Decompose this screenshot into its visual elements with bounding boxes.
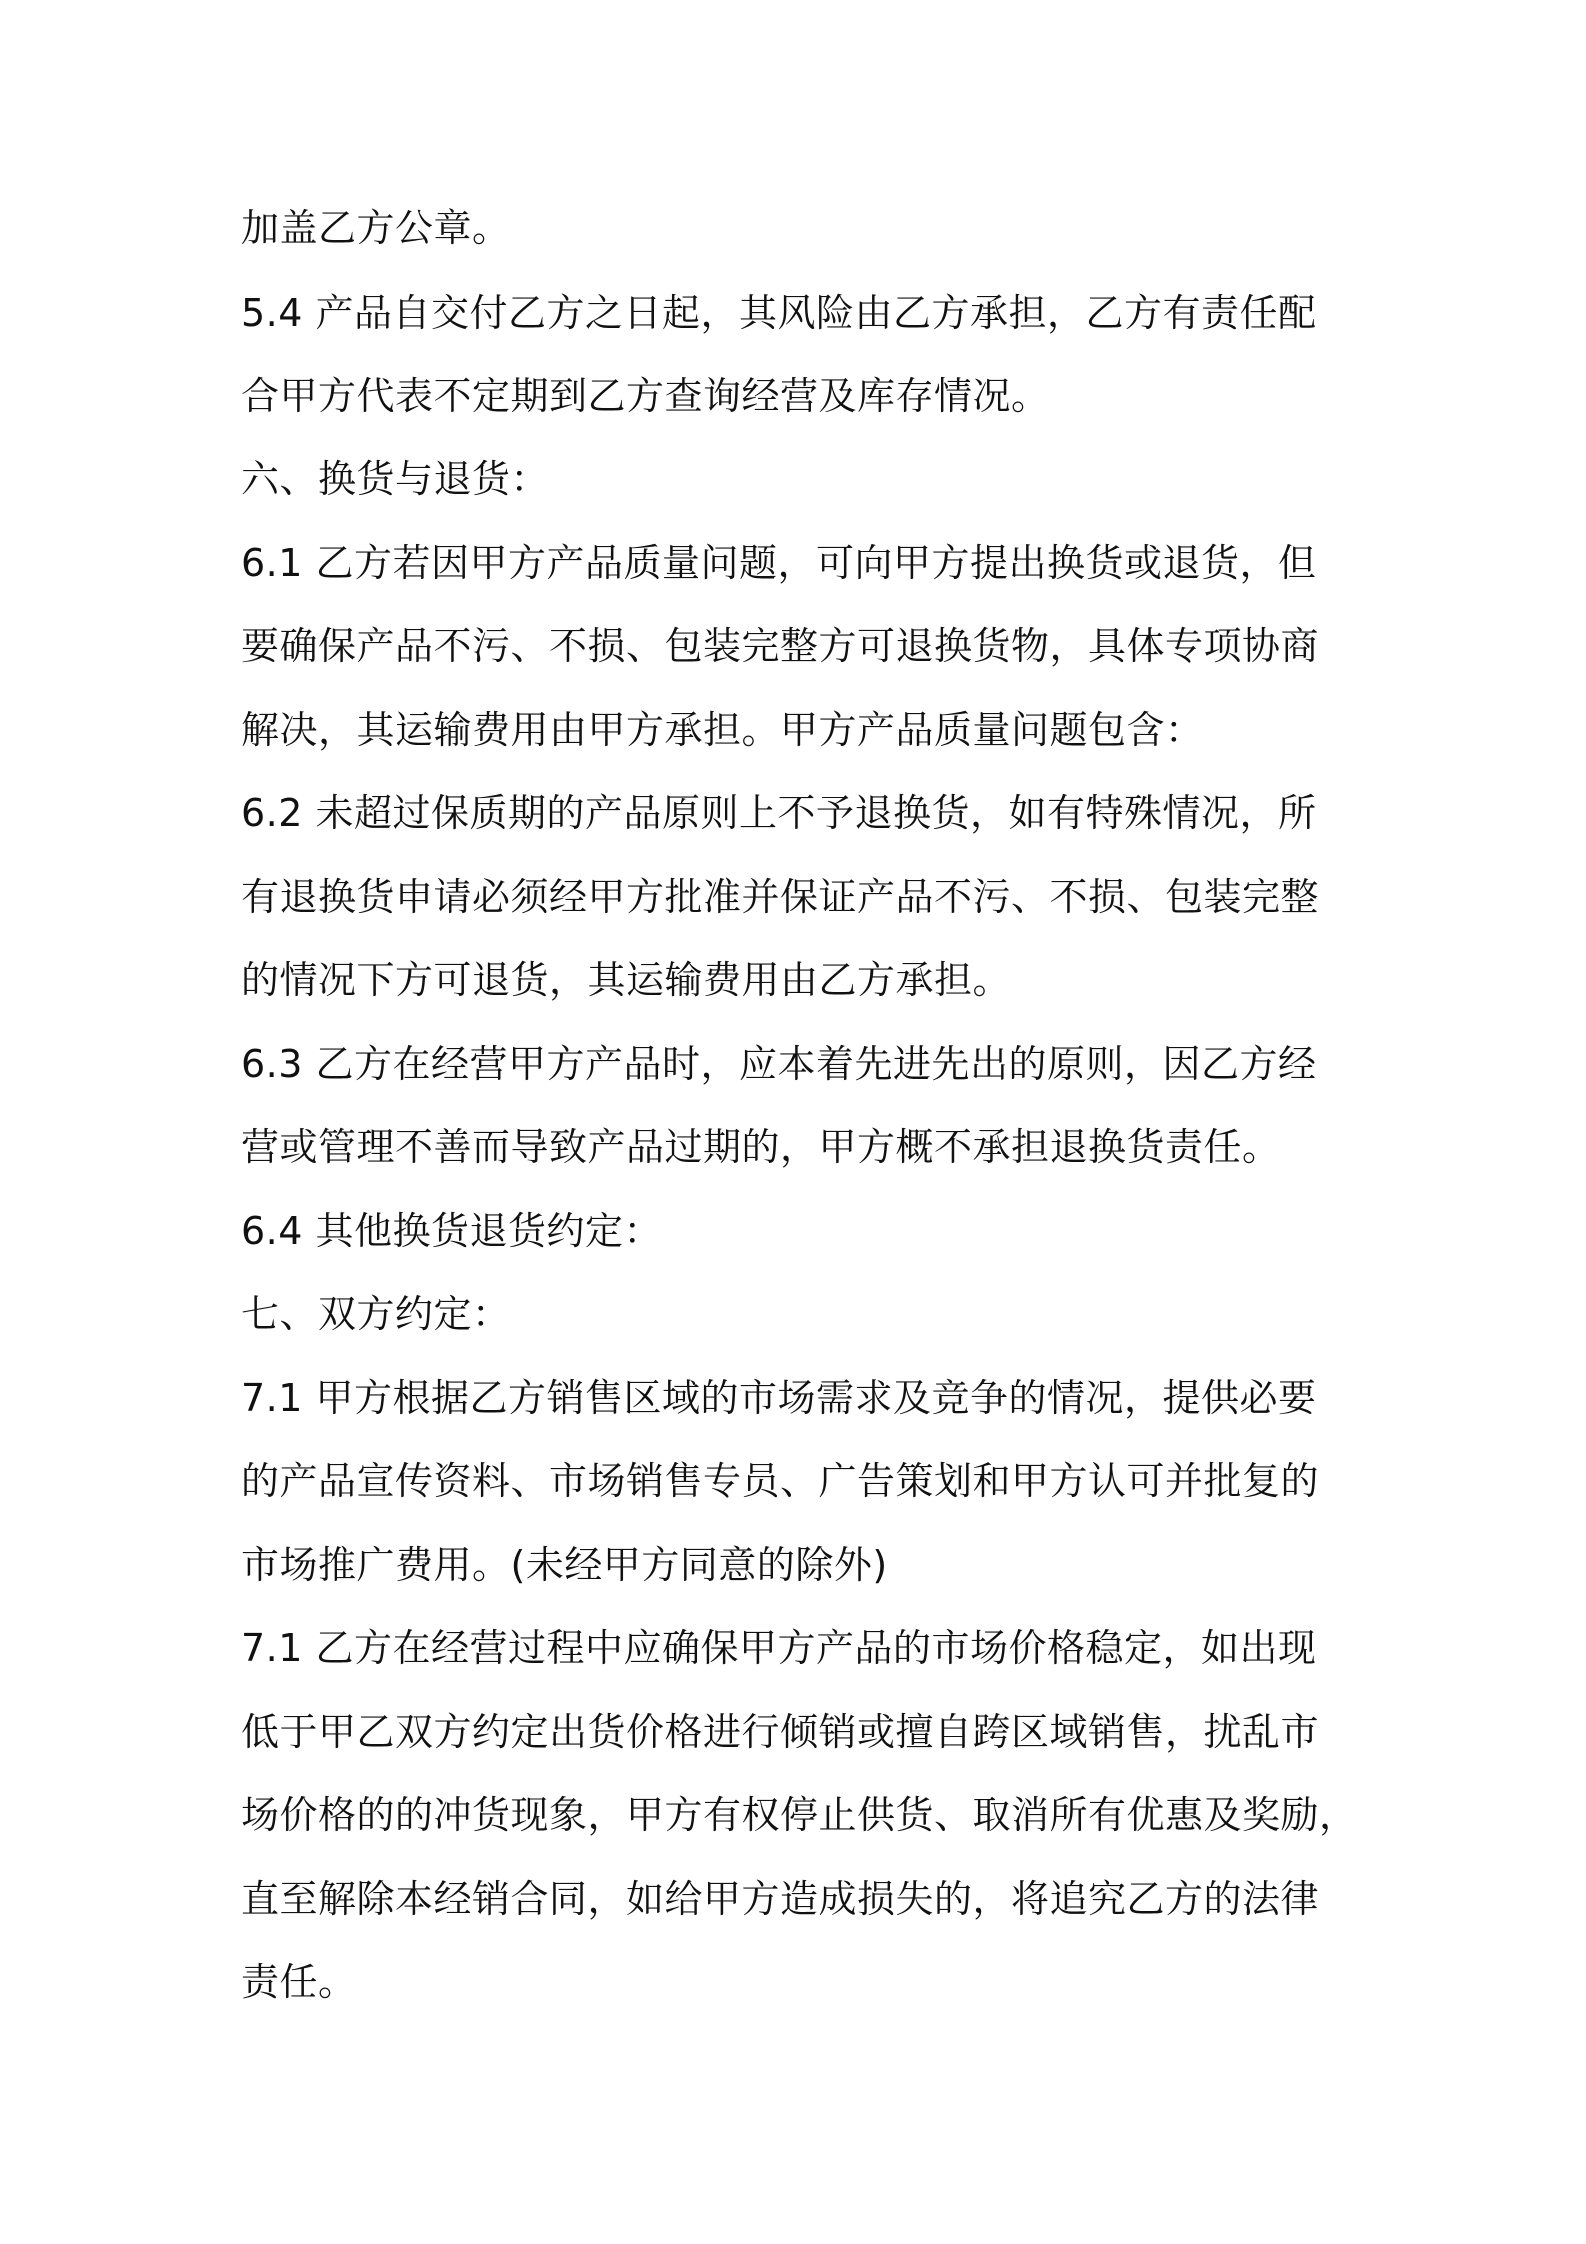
clause-7-1-line: 7.1 甲方根据乙方销售区域的市场需求及竞争的情况，提供必要 <box>241 1376 1317 1420</box>
text-line: 的情况下方可退货，其运输费用由乙方承担。 <box>241 958 1012 1002</box>
clause-6-3-line: 6.3 乙方在经营甲方产品时，应本着先进先出的原则，因乙方经 <box>241 1042 1317 1086</box>
text-line: 合甲方代表不定期到乙方查询经营及库存情况。 <box>241 374 1050 418</box>
text-line: 市场推广费用。(未经甲方同意的除外) <box>241 1543 888 1587</box>
text-line: 要确保产品不污、不损、包装完整方可退换货物，具体专项协商 <box>241 624 1320 668</box>
text-line: 有退换货申请必须经甲方批准并保证产品不污、不损、包装完整 <box>241 875 1320 919</box>
clause-7-1b-line: 7.1 乙方在经营过程中应确保甲方产品的市场价格稳定，如出现 <box>241 1626 1317 1670</box>
clause-6-1-line: 6.1 乙方若因甲方产品质量问题，可向甲方提出换货或退货，但 <box>241 541 1317 585</box>
text-line: 加盖乙方公章。 <box>241 206 511 250</box>
text-line: 低于甲乙双方约定出货价格进行倾销或擅自跨区域销售，扰乱市 <box>241 1710 1320 1754</box>
text-line: 责任。 <box>241 1960 357 2004</box>
section-heading-6: 六、换货与退货： <box>241 457 550 501</box>
text-line: 解决，其运输费用由甲方承担。甲方产品质量问题包含： <box>241 708 1204 752</box>
text-line: 场价格的的冲货现象，甲方有权停止供货、取消所有优惠及奖励， <box>241 1793 1358 1837</box>
clause-6-4-line: 6.4 其他换货退货约定： <box>241 1209 663 1253</box>
clause-5-4-line: 5.4 产品自交付乙方之日起，其风险由乙方承担，乙方有责任配 <box>241 291 1317 335</box>
clause-6-2-line: 6.2 未超过保质期的产品原则上不予退换货，如有特殊情况，所 <box>241 791 1317 835</box>
text-line: 直至解除本经销合同，如给甲方造成损失的，将追究乙方的法律 <box>241 1877 1320 1921</box>
section-heading-7: 七、双方约定： <box>241 1292 511 1336</box>
text-line: 营或管理不善而导致产品过期的，甲方概不承担退换货责任。 <box>241 1125 1281 1169</box>
text-line: 的产品宣传资料、市场销售专员、广告策划和甲方认可并批复的 <box>241 1459 1320 1503</box>
